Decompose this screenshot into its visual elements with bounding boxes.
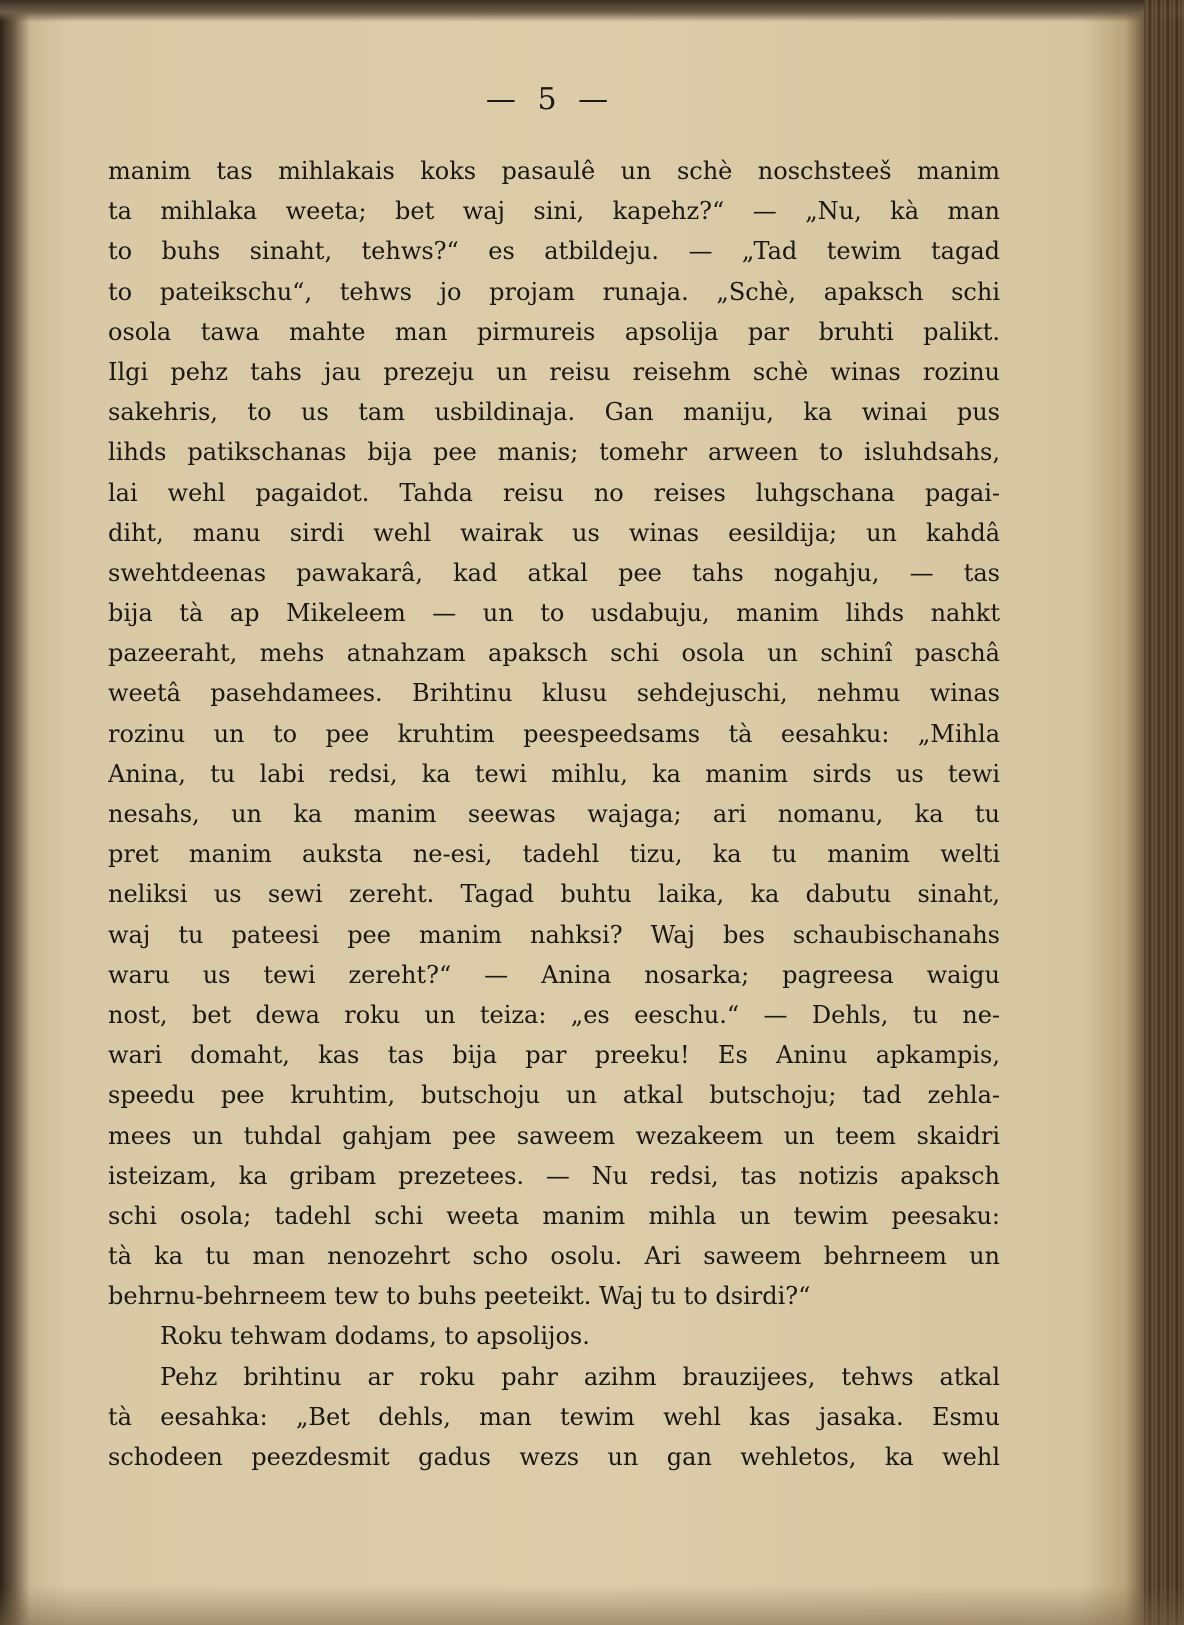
book-spine-edge (1144, 0, 1184, 1625)
text-line: wari domaht, kas tas bija par preeku! Es Aninu apkampis, (108, 1041, 1000, 1070)
text-line: manim tas mihlakais koks pasaulê un schè noschsteeš manim (108, 157, 1000, 185)
text-line: sakehris, to us tam usbildinaja. Gan maniju, ka winai pus (108, 398, 1000, 427)
text-line: diht, manu sirdi wehl wairak us winas eesildija; un kahdâ (108, 518, 1000, 547)
text-line: behrnu-behrneem tew to buhs peeteikt. Waj tu to dsirdi?“ (108, 1282, 811, 1311)
text-line: rozinu un to pee kruhtim peespeedsams tà eesahku: „Mihla (108, 719, 1000, 748)
text-line: mees un tuhdal gahjam pee saweem wezakeem un teem skaidri (108, 1121, 1000, 1150)
text-line: osola tawa mahte man pirmureis apsolija par bruhti palikt. (108, 317, 1000, 346)
body-text (100, 151, 1000, 1477)
text-line: Roku tehwam dodams, to apsolijos. (160, 1322, 590, 1351)
text-line: Pehz brihtinu ar roku pahr azihm brauzijees, tehws atkal (160, 1362, 1000, 1391)
text-line: weetâ pasehdamees. Brihtinu klusu sehdejuschi, nehmu winas (108, 679, 1000, 708)
page-content (100, 70, 1000, 1570)
text-line: bija tà ap Mikeleem — un to usdabuju, manim lihds nahkt (108, 599, 1000, 628)
text-line: speedu pee kruhtim, butschoju un atkal butschoju; tad zehla- (108, 1081, 1000, 1110)
text-line: lihds patikschanas bija pee manis; tomehr arween to isluhdsahs, (108, 438, 1000, 467)
text-line: schi osola; tadehl schi weeta manim mihla un tewim peesaku: (108, 1201, 1000, 1230)
text-line: isteizam, ka gribam prezetees. — Nu redsi, tas notizis apaksch (108, 1161, 1000, 1190)
text-line: swehtdeenas pawakarâ, kad atkal pee tahs nogahju, — tas (108, 558, 1000, 587)
text-line: ta mihlaka weeta; bet waj sini, kapehz?“ — „Nu, kà man (108, 197, 1000, 226)
text-line: to pateikschu“, tehws jo projam runaja. „Schè, apaksch schi (108, 277, 1000, 306)
text-line: waru us tewi zereht?“ — Anina nosarka; pagreesa waigu (108, 960, 1000, 989)
text-line: nesahs, un ka manim seewas wajaga; ari nomanu, ka tu (108, 800, 1000, 828)
text-line: pazeeraht, mehs atnahzam apaksch schi osola un schinî paschâ (108, 639, 1000, 668)
text-line: nost, bet dewa roku un teiza: „es eeschu.“ — Dehls, tu ne- (108, 1000, 1000, 1029)
page-number (100, 82, 1000, 117)
page-bottom-shade (0, 1585, 1184, 1625)
text-line: to buhs sinaht, tehws?“ es atbildeju. — „Tad tewim tagad (108, 237, 1000, 266)
text-line: neliksi us sewi zereht. Tagad buhtu laika, ka dabutu sinaht, (108, 880, 1000, 909)
text-line: lai wehl pagaidot. Tahda reisu no reises luhgschana pagai- (108, 478, 1000, 507)
text-line: pret manim auksta ne-esi, tadehl tizu, ka tu manim welti (108, 840, 1000, 869)
text-line: Anina, tu labi redsi, ka tewi mihlu, ka manim sirds us tewi (108, 759, 1000, 788)
book-top-edge (0, 0, 1184, 22)
text-line: tà eesahka: „Bet dehls, man tewim wehl kas jasaka. Esmu (108, 1402, 1000, 1431)
text-line: schodeen peezdesmit gadus wezs un gan wehletos, ka wehl (108, 1443, 1000, 1471)
text-line: Ilgi pehz tahs jau prezeju un reisu reisehm schè winas rozinu (108, 357, 1000, 386)
text-line: tà ka tu man nenozehrt scho osolu. Ari saweem behrneem un (108, 1242, 1000, 1271)
page-number-text: — 5 — (485, 82, 615, 117)
text-line: waj tu pateesi pee manim nahksi? Waj bes schaubischanahs (108, 920, 1000, 949)
